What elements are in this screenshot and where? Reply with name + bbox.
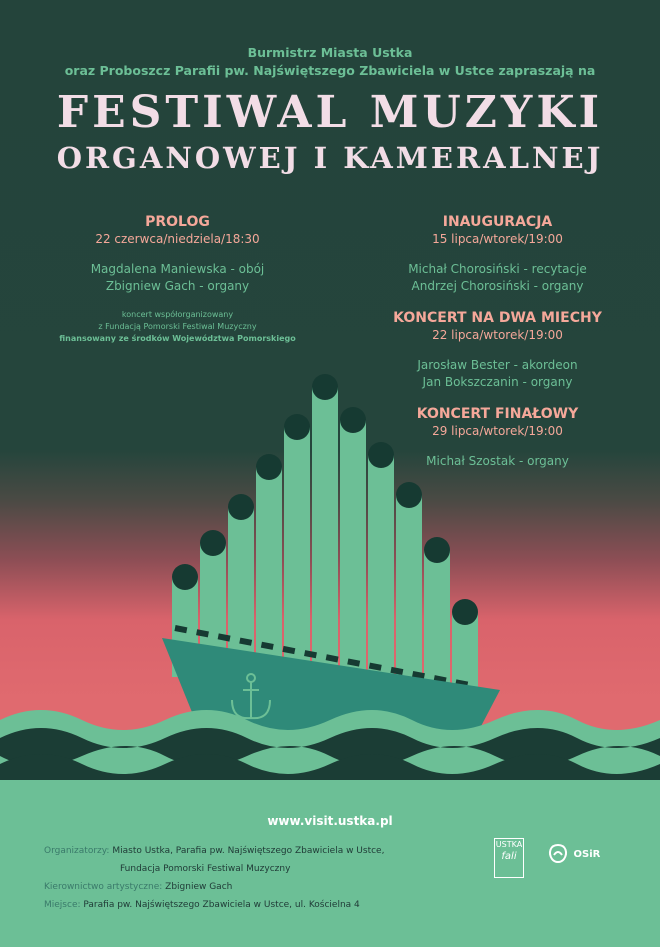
venue-label: Miejsce:	[44, 900, 81, 910]
event-title: KONCERT NA DWA MIECHY	[393, 310, 602, 326]
performer: Michał Szostak - organy	[426, 454, 569, 468]
festival-title-line-1: FESTIWAL MUZYKI	[56, 87, 604, 138]
event-title: INAUGURACJA	[442, 214, 553, 230]
organ-ship-illustration	[0, 360, 660, 780]
sponsor-note-line-2: z Fundacją Pomorski Festiwal Muzyczny	[98, 322, 257, 331]
ustka-logo	[494, 838, 524, 878]
performer: Magdalena Maniewska - obój	[90, 262, 265, 276]
performer: Zbigniew Gach - organy	[105, 279, 250, 293]
event-date: 29 lipca/wtorek/19:00	[432, 424, 563, 438]
sponsor-note-line-1: koncert współorganizowany	[121, 310, 234, 319]
event-title: PROLOG	[145, 214, 210, 230]
venue-value: Parafia pw. Najświętszego Zbawiciela w Ustce, ul. Kościelna 4	[83, 900, 360, 910]
hosts-line-2: oraz Proboszcz Parafii pw. Najświętszego Zbawiciela w Ustce zapraszają na	[64, 63, 596, 78]
organizers-row-2	[44, 860, 384, 878]
organizers-value: Miasto Ustka, Parafia pw. Najświętszego Zbawiciela w Ustce,	[112, 846, 385, 856]
event-prolog	[40, 213, 315, 345]
osir-logo	[546, 843, 600, 865]
performer: Andrzej Chorosiński - organy	[411, 279, 584, 293]
organizers-row	[44, 842, 384, 860]
organizers-label: Organizatorzy:	[44, 846, 110, 856]
artistic-direction-row	[44, 878, 384, 896]
performer: Michał Chorosiński - recytacje	[408, 262, 587, 276]
hosts-line-1: Burmistrz Miasta Ustka	[247, 45, 413, 60]
website-url[interactable]: www.visit.ustka.pl	[267, 814, 393, 828]
event-title: KONCERT FINAŁOWY	[416, 406, 579, 422]
event-date: 22 czerwca/niedziela/18:30	[95, 232, 260, 246]
artistic-direction-label: Kierownictwo artystyczne:	[44, 882, 163, 892]
footer-credits	[44, 842, 384, 914]
performer: Jan Bokszczanin - organy	[422, 375, 573, 389]
organizers-value-2: Fundacja Pomorski Festiwal Muzyczny	[120, 864, 291, 874]
ustka-logo-line-2: fali	[501, 851, 517, 862]
artistic-direction-value: Zbigniew Gach	[165, 882, 233, 892]
osir-logo-text: OSiR	[573, 849, 601, 860]
festival-title-line-2: ORGANOWEJ I KAMERALNEJ	[56, 141, 604, 175]
hosts-header	[0, 44, 660, 80]
event-date: 22 lipca/wtorek/19:00	[432, 328, 563, 342]
sponsor-note	[40, 309, 315, 345]
osir-emblem-icon	[546, 843, 570, 865]
event-inauguracja	[355, 213, 640, 295]
performer: Jarosław Bester - akordeon	[417, 358, 578, 372]
venue-row	[44, 896, 384, 914]
ustka-logo-line-1: USTKA	[495, 840, 523, 849]
event-date: 15 lipca/wtorek/19:00	[432, 232, 563, 246]
sponsor-note-line-3: finansowany ze środków Województwa Pomorskiego	[59, 334, 296, 343]
